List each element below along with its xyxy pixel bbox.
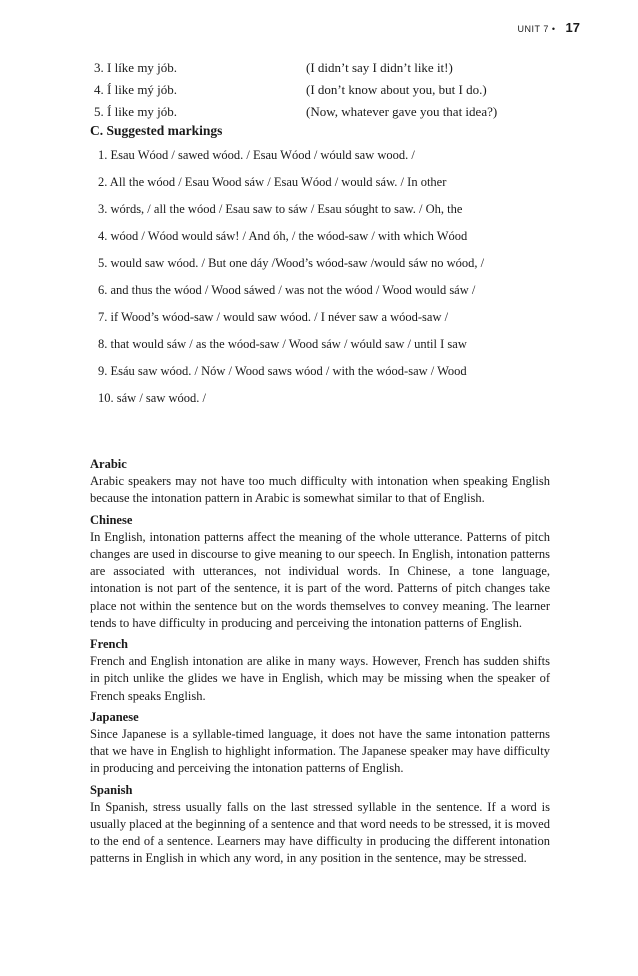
marking-line: 8. that would sáw / as the wóod-saw / Wood sáw / wóuld saw / until I saw bbox=[98, 337, 467, 351]
example-row bbox=[94, 76, 594, 98]
unit-label: UNIT 7 • bbox=[517, 24, 556, 34]
marking-line: 1. Esau Wóod / sawed wóod. / Esau Wóod / wóuld saw wood. / bbox=[98, 148, 415, 162]
section-title: C. Suggested markings bbox=[90, 123, 223, 138]
marking-line: 9. Esáu saw wóod. / Nów / Wood saws wóod / with the wóod-saw / Wood bbox=[98, 364, 467, 378]
note-text-french: French and English intonation are alike in many ways. However, French has sudden shifts in pitch unlike the glides we have in English, which may be missing when the speaker of French speaks English. bbox=[90, 654, 550, 703]
intonation-examples bbox=[94, 54, 594, 120]
page-header bbox=[518, 20, 580, 35]
marking-line: 3. wórds, / all the wóod / Esau saw to sáw / Esau sóught to saw. / Oh, the bbox=[98, 202, 463, 216]
marking-line: 7. if Wood’s wóod-saw / would saw wóod. / I néver saw a wóod-saw / bbox=[98, 310, 449, 324]
marking-line: 2. All the wóod / Esau Wood sáw / Esau Wóod / would sáw. / In other bbox=[98, 175, 447, 189]
marking-line: 4. wóod / Wóod would sáw! / And óh, / the wóod-saw / with which Wóod bbox=[98, 229, 468, 243]
note-heading-chinese: Chinese bbox=[90, 512, 133, 527]
page-number: 17 bbox=[565, 20, 580, 35]
language-notes bbox=[90, 456, 550, 868]
note-text-arabic: Arabic speakers may not have too much difficulty with intonation when speaking English because the intonation pattern in Arabic is somewhat similar to that of English. bbox=[90, 474, 550, 506]
note-heading-spanish: Spanish bbox=[90, 782, 133, 797]
example-sentence: 5. Í like my jób. bbox=[94, 104, 178, 119]
example-gloss: (I didn’t say I didn’t like it!) bbox=[306, 60, 453, 75]
marking-line: 10. sáw / saw wóod. / bbox=[98, 391, 206, 405]
note-text-spanish: In Spanish, stress usually falls on the last stressed syllable in the sentence. If a word is usually placed at the beginning of a sentence and that word needs to be stressed, it is moved to the end of a sentence. Learners may have difficulty in producing the different intonation patterns in English in which any word, in any position in the sentence, may be stressed. bbox=[90, 799, 550, 866]
example-row bbox=[94, 98, 594, 120]
example-gloss: (I don’t know about you, but I do.) bbox=[306, 82, 487, 97]
example-sentence: 3. I líke my jób. bbox=[94, 60, 178, 75]
example-sentence: 4. Í like mý jób. bbox=[94, 82, 178, 97]
example-gloss: (Now, whatever gave you that idea?) bbox=[306, 104, 498, 119]
note-text-japanese: Since Japanese is a syllable-timed language, it does not have the same intonation patterns that we have in English to highlight information. The Japanese speaker may have difficulty in producing and perceiving the intonation patterns of English. bbox=[90, 727, 550, 776]
suggested-markings bbox=[98, 148, 578, 418]
example-row bbox=[94, 54, 594, 76]
note-heading-french: French bbox=[90, 637, 128, 652]
marking-line: 5. would saw wóod. / But one dáy /Wood’s wóod-saw /would sáw no wóod, / bbox=[98, 256, 485, 270]
note-text-chinese: In English, intonation patterns affect the meaning of the whole utterance. Patterns of pitch changes are used in discourse to give meaning to our speech. In English, intonation patterns are associated with utterances, not individual words. In Chinese, a tone language, intonation is not part of the sentence, it is part of the word. Patterns of pitch changes take place not within the sentence but on the words themselves to convey meaning. The learner tends to have difficulty in producing and perceiving the intonation patterns of English. bbox=[90, 529, 550, 630]
note-heading-arabic: Arabic bbox=[90, 457, 127, 471]
marking-line: 6. and thus the wóod / Wood sáwed / was not the wóod / Wood would sáw / bbox=[98, 283, 476, 297]
note-heading-japanese: Japanese bbox=[90, 709, 139, 724]
